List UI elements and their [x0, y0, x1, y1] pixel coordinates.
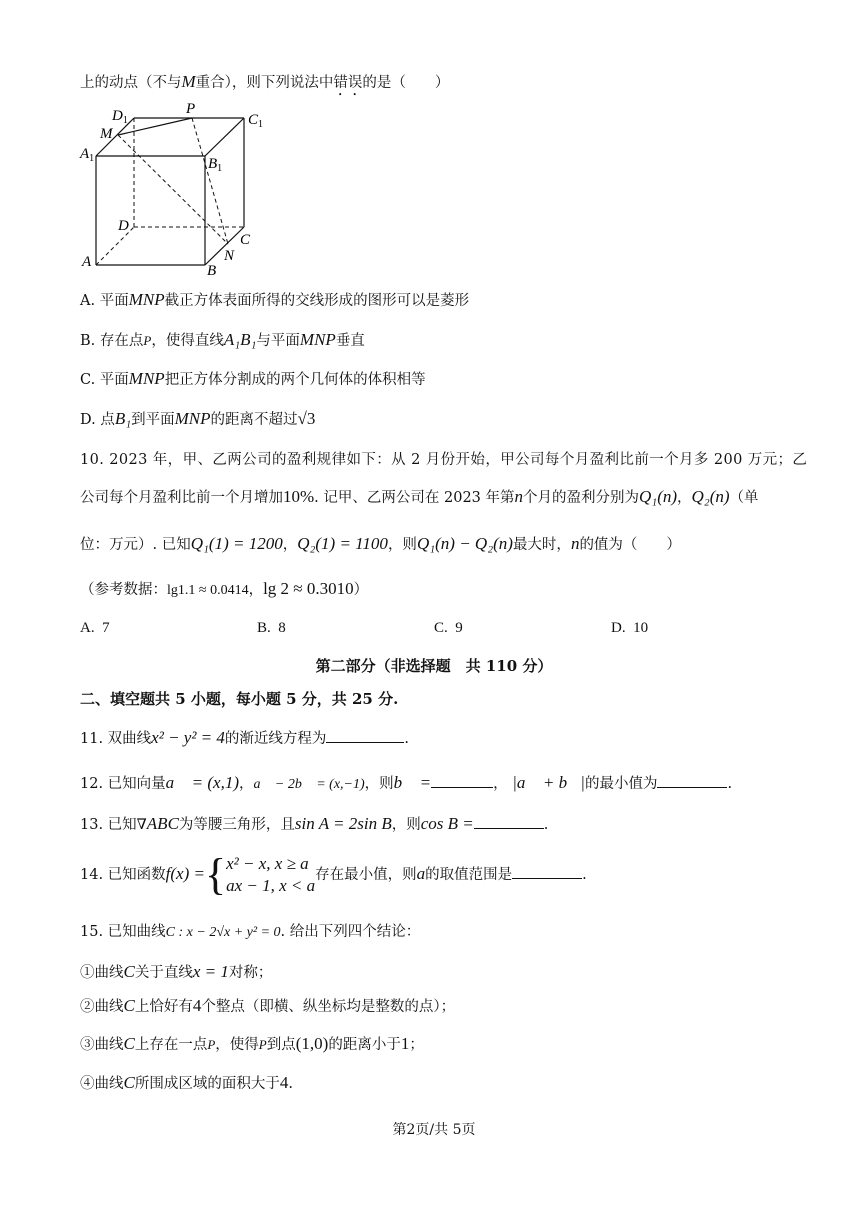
- q13-abc: ABC: [146, 814, 179, 833]
- q12-answer-blank-2[interactable]: [657, 773, 727, 788]
- q10-n: n: [514, 487, 524, 506]
- q10-text2d: （单: [729, 490, 759, 506]
- q12-end: .: [727, 776, 733, 792]
- q12-post: 的最小值为: [584, 776, 658, 792]
- c2-mid: 上恰好有: [134, 999, 193, 1015]
- q10-option-d: [611, 620, 648, 637]
- c2-post: 个整点（即横、纵坐标均是整数的点）；: [201, 999, 456, 1015]
- q10-n2: n: [570, 534, 580, 553]
- opt-d-sqrt: √3: [297, 409, 316, 428]
- c4-c: C: [123, 1073, 135, 1092]
- intro-line: [80, 72, 449, 99]
- opt-b-mnp: MNP: [299, 330, 336, 349]
- q12-c1: ，: [238, 776, 254, 792]
- c3-mid3: 到点: [266, 1037, 296, 1053]
- q11-pre: 11. 双曲线: [80, 731, 152, 747]
- conclusion-4: [80, 1073, 293, 1094]
- c1-post: 对称；: [228, 965, 273, 981]
- q13: [80, 814, 548, 835]
- q10-ref: （参考数据：lg1.1 ≈ 0.0414，lg 2 ≈ 0.3010）: [80, 579, 369, 598]
- q10-opt-b-label: B.: [257, 620, 271, 636]
- q14-mid: 存在最小值，则: [315, 867, 417, 883]
- q11-post: 的渐近线方程为: [224, 731, 327, 747]
- q13-cos: cos B =: [420, 814, 474, 833]
- q10-q1n: Q₁(n): [639, 487, 678, 506]
- q12-answer-blank-1[interactable]: [431, 773, 493, 788]
- q10-opt-d-label: D.: [611, 620, 626, 636]
- c1-pre: ①曲线: [80, 965, 124, 981]
- page-footer: 第2页/共 5页: [392, 1122, 476, 1138]
- opt-b-post: 垂直: [335, 333, 365, 349]
- label-B: B: [207, 263, 217, 278]
- intro-text: 上的动点（不与: [80, 75, 182, 91]
- c4-eq: 4: [279, 1073, 289, 1092]
- c3-eq: (1,0): [295, 1034, 329, 1053]
- q14-end: .: [582, 867, 587, 883]
- section2-text: 二、填空题共 5 小题，每小题 5 分，共 25 分.: [80, 690, 399, 708]
- q14-post: 的取值范围是: [425, 867, 513, 883]
- q15: [80, 922, 420, 943]
- q10-ref2: lg 2 ≈ 0.3010: [263, 579, 354, 598]
- q14-case2: ax − 1, x < a: [226, 876, 316, 895]
- q14-pre: 14. 已知函数: [80, 867, 166, 883]
- q10-line1: [80, 450, 807, 470]
- q14-answer-blank[interactable]: [512, 864, 582, 879]
- q10-ref-pre: （参考数据：: [80, 582, 167, 598]
- c1-eq: x = 1: [192, 962, 229, 981]
- c1-mid: 关于直线: [134, 965, 193, 981]
- intro-var-m: M: [181, 72, 196, 91]
- opt-d-post: 的距离不超过: [210, 412, 298, 428]
- label-A: A: [82, 254, 92, 270]
- q10-text3c: 最大时，: [512, 537, 571, 553]
- c3-mid2: ，使得: [215, 1037, 259, 1053]
- q10-text2c: 个月的盈利分别为: [523, 490, 640, 506]
- q12-abs: |a⃗ + b⃗|: [512, 773, 585, 792]
- intro-text-mid: 重合），则下列说法中: [195, 75, 334, 91]
- opt-a-mnp: MNP: [128, 290, 165, 309]
- q9-option-b: [80, 330, 365, 351]
- q10-text2a: 公司每个月盈利比前一个月增加: [80, 490, 283, 506]
- c4-post: .: [288, 1076, 293, 1092]
- c2-pre: ②曲线: [80, 999, 124, 1015]
- label-A1: $A_1$: [80, 146, 95, 164]
- q10-opt-b-value: 8: [278, 620, 286, 636]
- q10-opt-a-value: 7: [102, 620, 110, 636]
- opt-b-p: P: [143, 333, 152, 348]
- opt-a-pre: A. 平面: [80, 293, 129, 309]
- q12-a: a⃗ = (x,1): [165, 773, 239, 792]
- q10-q2: Q₂(1) = 1100: [297, 534, 388, 553]
- q10-line2: 公司每个月盈利比前一个月增加10%. 记甲、乙两公司在 2023 年第n个月的盈利分别为Q₁(n)，Q₂(n)（单: [80, 487, 759, 506]
- q14-a: a: [416, 864, 426, 883]
- q10-text2b: . 记甲、乙两公司在 2023 年第: [314, 490, 515, 506]
- q10-opt-a-label: A.: [80, 620, 95, 636]
- q11-end: .: [404, 731, 410, 747]
- conclusion-1: [80, 962, 272, 983]
- c3-mid: 上存在一点: [134, 1037, 208, 1053]
- label-C: C: [240, 232, 251, 248]
- section2-heading: [80, 689, 398, 709]
- c3-p: P: [207, 1037, 216, 1052]
- conclusion-3: [80, 1034, 424, 1055]
- q12-c3: ，: [493, 776, 508, 792]
- c4-pre: ④曲线: [80, 1076, 124, 1092]
- opt-b-mid: ，使得直线: [151, 333, 224, 349]
- intro-text-post: 的是（ ）: [362, 75, 450, 91]
- label-N: N: [224, 248, 235, 264]
- intro-emphasis-wrong: 错误: [333, 75, 363, 91]
- c3-mid4: 的距离小于: [328, 1037, 401, 1053]
- part2-heading: 第二部分（非选择题 共 110 分）: [315, 657, 553, 675]
- q15-post: . 给出下列四个结论：: [280, 924, 421, 940]
- cube-figure: [78, 98, 278, 278]
- q10-text1: 10. 2023 年，甲、乙两公司的盈利规律如下：从 2 月份开始，甲公司每个月盈利比前一个月多 200 万元；乙: [80, 452, 808, 468]
- q10-text3a: 位：万元）. 已知: [80, 537, 191, 553]
- q12-b: b⃗ =: [393, 773, 432, 792]
- q14-case1: x² − x, x ≥ a: [226, 854, 309, 873]
- q10-option-c: [434, 620, 463, 637]
- c3-post: ；: [409, 1037, 424, 1053]
- opt-d-mnp: MNP: [174, 409, 211, 428]
- q10-q1: Q₁(1) = 1200: [190, 534, 283, 553]
- label-P: P: [186, 101, 196, 117]
- opt-b-mid2: 与平面: [256, 333, 300, 349]
- opt-c-mnp: MNP: [128, 369, 165, 388]
- opt-d-b1: B₁: [114, 409, 132, 428]
- q13-mid: 为等腰三角形，且: [178, 817, 295, 833]
- q10-ref-post: ）: [353, 582, 369, 598]
- q13-answer-blank[interactable]: [474, 814, 544, 829]
- c3-c: C: [123, 1034, 135, 1053]
- q11-eq: x² − y² = 4: [151, 728, 225, 747]
- q14-brace: {: [204, 850, 227, 899]
- q10-opt-c-label: C.: [434, 620, 448, 636]
- label-B1: $B_1$: [208, 156, 223, 174]
- q12-ab: a⃗ − 2b⃗ = (x,−1): [253, 777, 365, 792]
- c4-mid: 所围成区域的面积大于: [134, 1076, 280, 1092]
- q9-option-c: [80, 369, 426, 390]
- c1-c: C: [123, 962, 135, 981]
- opt-b-pre: B. 存在点: [80, 333, 144, 349]
- q10-opt-c-value: 9: [455, 620, 463, 636]
- q14-f: f(x) =: [165, 864, 205, 883]
- label-D1: $D_1$: [112, 108, 128, 126]
- q12-c2: ，则: [364, 776, 394, 792]
- q10-q2n: Q₂(n): [691, 487, 730, 506]
- q14-cases: [226, 853, 315, 897]
- q9-option-a: [80, 290, 469, 311]
- q10-pct: 10%: [283, 487, 315, 506]
- q14: [80, 852, 587, 897]
- q10-ref1: lg1.1 ≈ 0.0414: [167, 583, 249, 598]
- q11: [80, 728, 409, 749]
- conclusion-2: [80, 996, 455, 1017]
- opt-c-post: 把正方体分割成的两个几何体的体积相等: [164, 372, 426, 388]
- q12-pre: 12. 已知向量: [80, 776, 166, 792]
- label-D: D: [118, 218, 129, 234]
- c2-c: C: [123, 996, 135, 1015]
- opt-c-pre: C. 平面: [80, 372, 129, 388]
- q15-pre: 15. 已知曲线: [80, 924, 166, 940]
- q11-answer-blank[interactable]: [326, 728, 404, 743]
- q9-option-d: [80, 409, 315, 430]
- q10-option-a: [80, 620, 110, 637]
- label-C1: $C_1$: [248, 112, 264, 130]
- opt-a-post: 截正方体表面所得的交线形成的图形可以是菱形: [164, 293, 470, 309]
- opt-b-a1b1: A₁B₁: [223, 330, 257, 349]
- q13-c: ，则: [391, 817, 421, 833]
- q15-curve: C : x − 2√x + y² = 0: [165, 925, 281, 940]
- q10-line3: 位：万元）. 已知Q₁(1) = 1200，Q₂(1) = 1100，则Q₁(n) − Q₂(n)最大时，n的值为（ ）: [80, 534, 681, 553]
- opt-d-pre: D. 点: [80, 412, 115, 428]
- q10-option-b: [257, 620, 286, 637]
- c3-one: 1: [400, 1034, 410, 1053]
- opt-d-mid: 到平面: [131, 412, 175, 428]
- q13-pre: 13. 已知∇: [80, 817, 147, 833]
- c3-p2: P: [258, 1037, 267, 1052]
- q10-text3d: 的值为（ ）: [579, 537, 681, 553]
- c3-pre: ③曲线: [80, 1037, 124, 1053]
- q13-eq: sin A = 2sin B: [294, 814, 392, 833]
- q13-end: .: [543, 817, 549, 833]
- label-M: M: [100, 126, 113, 142]
- q10-text3b: ，则: [387, 537, 417, 553]
- q10-opt-d-value: 10: [633, 620, 649, 636]
- q10-diff: Q₁(n) − Q₂(n): [416, 534, 513, 553]
- q12: [80, 773, 732, 795]
- c2-eq: 4: [192, 996, 202, 1015]
